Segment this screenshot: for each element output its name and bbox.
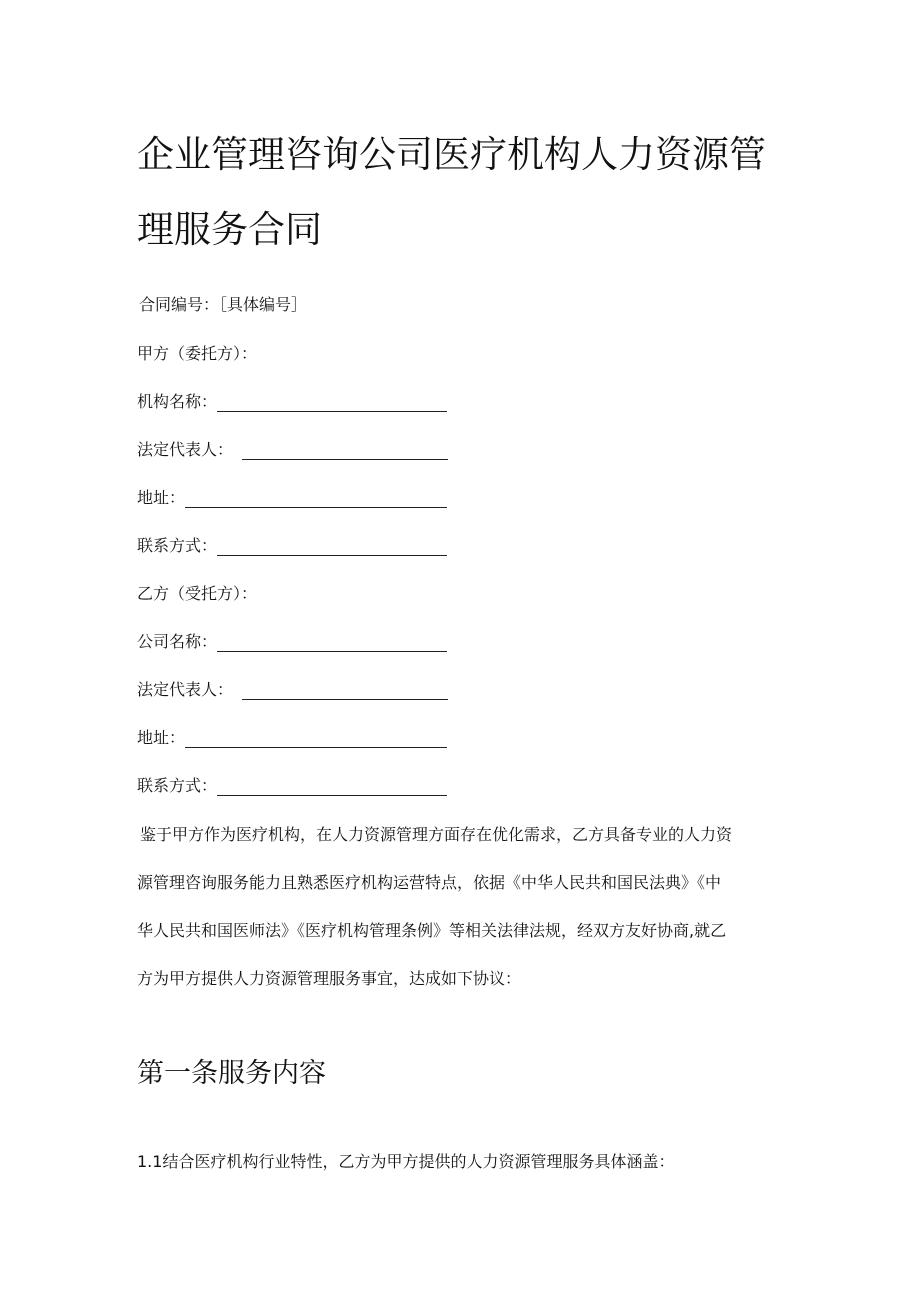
party-b-contact-label: 联系方式： (137, 776, 218, 795)
party-a-name-blank[interactable] (217, 396, 447, 412)
preamble-line: 华人民共和国医师法》《医疗机构管理条例》等相关法律法规，经双方友好协商,就乙 (137, 921, 727, 940)
party-a-rep-row (137, 440, 448, 460)
party-a-contact-label: 联系方式： (137, 536, 218, 555)
party-b-heading: 乙方（受托方）： (137, 584, 258, 603)
clause-1-1: 1.1结合医疗机构行业特性，乙方为甲方提供的人力资源管理服务具体涵盖： (137, 1152, 675, 1171)
preamble-line: 源管理咨询服务能力且熟悉医疗机构运营特点，依据《中华人民共和国民法典》《中 (137, 873, 722, 892)
document-title-line-1: 企业管理咨询公司医疗机构人力资源管 (137, 133, 766, 176)
party-a-contact-blank[interactable] (217, 540, 447, 556)
party-b-name-blank[interactable] (217, 636, 447, 652)
contract-number: 合同编号：［具体编号］ (139, 295, 308, 314)
party-b-rep-label: 法定代表人： (137, 680, 234, 699)
preamble-line: 鉴于甲方作为医疗机构，在人力资源管理方面存在优化需求，乙方具备专业的人力资 (140, 825, 733, 844)
party-a-address-label: 地址： (137, 488, 186, 507)
party-b-rep-blank[interactable] (242, 684, 448, 700)
party-a-address-row (137, 488, 447, 508)
party-b-name-row (137, 632, 447, 652)
party-b-rep-row (137, 680, 448, 700)
section-1-heading: 第一条服务内容 (137, 1058, 326, 1089)
party-a-contact-row (137, 536, 447, 556)
preamble-paragraph (137, 811, 777, 1003)
preamble-line: 方为甲方提供人力资源管理服务事宜，达成如下协议： (137, 969, 522, 988)
party-a-rep-label: 法定代表人： (137, 440, 234, 459)
party-a-heading: 甲方（委托方）： (137, 344, 258, 363)
party-a-name-row (137, 392, 447, 412)
document-title-line-2: 理服务合同 (137, 208, 322, 251)
party-a-name-label: 机构名称： (137, 392, 218, 411)
party-b-address-row (137, 728, 447, 748)
party-b-name-label: 公司名称： (137, 632, 218, 651)
party-a-address-blank[interactable] (185, 492, 447, 508)
party-a-rep-blank[interactable] (242, 444, 448, 460)
party-b-address-label: 地址： (137, 728, 186, 747)
party-b-contact-row (137, 776, 447, 796)
party-b-contact-blank[interactable] (217, 780, 447, 796)
party-b-address-blank[interactable] (185, 732, 447, 748)
